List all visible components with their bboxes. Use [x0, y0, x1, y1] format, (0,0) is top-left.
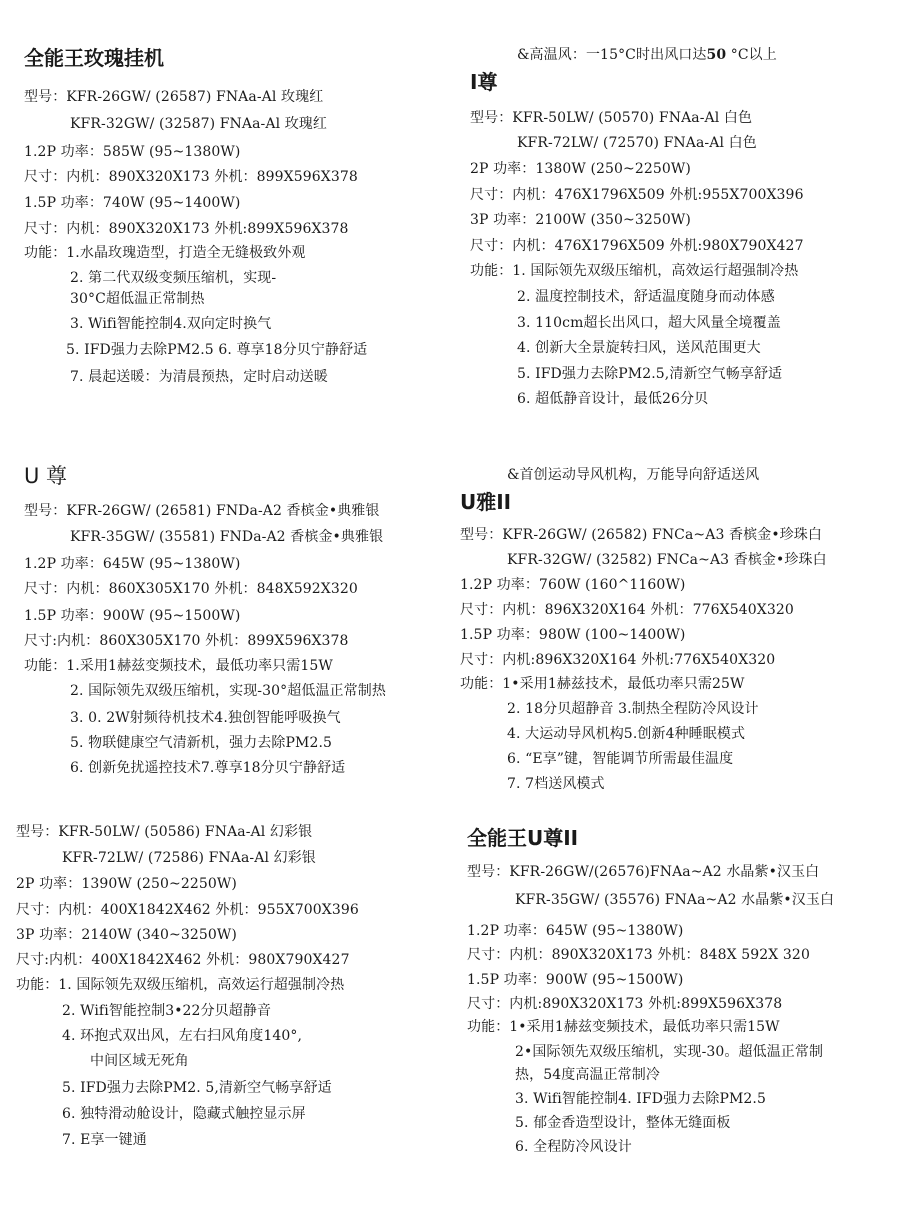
block1-line: 5. IFD强力去除PM2.5 6. 尊享18分贝宁静舒适 [66, 342, 368, 358]
block3-line: 6. 创新免扰遥控技术7.尊享18分贝宁静舒适 [70, 760, 346, 776]
block5-line: 2. Wifi智能控制3•22分贝超静音 [62, 1003, 272, 1019]
block2-line: 型号：KFR-50LW/ (50570) FNAa-Al 白色 [470, 110, 753, 126]
block3-line: KFR-35GW/ (35581) FNDa-A2 香槟金•典雅银 [70, 529, 384, 545]
block2-line: KFR-72LW/ (72570) FNAa-Al 白色 [517, 135, 757, 151]
block3-line: 型号：KFR-26GW/ (26581) FNDa-A2 香槟金•典雅银 [24, 503, 380, 519]
block2-pre-line: &高温风：一15°C时出风口达50 °C以上 [517, 47, 777, 63]
block5-line: 7. E享一键通 [62, 1132, 147, 1148]
block1-line: KFR-32GW/ (32587) FNAa-Al 玫瑰红 [70, 116, 327, 132]
block5-line: KFR-72LW/ (72586) FNAa-Al 幻彩银 [62, 850, 316, 866]
block3-line: 5. 物联健康空气清新机，强力去除PM2.5 [70, 735, 333, 751]
block4-line: 1.5P 功率：980W (100~1400W) [460, 627, 686, 643]
block4-line: 2. 18分贝超静音 3.制热全程防冷风设计 [507, 701, 759, 717]
block6-line: 5. 郁金香造型设计，整体无缝面板 [515, 1115, 731, 1131]
block1-line: 1.5P 功率：740W (95~1400W) [24, 195, 241, 211]
block6-line: 型号：KFR-26GW/(26576)FNAa~A2 水晶紫•汉玉白 [467, 864, 820, 880]
block4-line: KFR-32GW/ (32582) FNCa~A3 香槟金•珍珠白 [507, 552, 827, 568]
block6-line: 1.5P 功率：900W (95~1500W) [467, 972, 684, 988]
block4-line: 功能：1•采用1赫兹技术，最低功率只需25W [460, 676, 745, 692]
block3-line: 尺寸:内机：860X305X170 外机：899X596X378 [24, 633, 349, 649]
block4-title: U雅II [460, 490, 512, 514]
block3-line: 1.5P 功率：900W (95~1500W) [24, 608, 241, 624]
block5-line: 2P 功率：1390W (250~2250W) [16, 876, 237, 892]
block4-line: 尺寸：内机：896X320X164 外机：776X540X320 [460, 602, 794, 618]
block5-line: 功能：1. 国际领先双级压缩机，高效运行超强制冷热 [16, 977, 345, 993]
block4-line: 型号：KFR-26GW/ (26582) FNCa~A3 香槟金•珍珠白 [460, 527, 822, 543]
block1-line: 型号：KFR-26GW/ (26587) FNAa-Al 玫瑰红 [24, 89, 324, 105]
block1-line: 功能：1.水晶玫瑰造型，打造全无缝极致外观 [24, 245, 306, 261]
block6-line: 3. Wifi智能控制4. IFD强力去除PM2.5 [515, 1091, 766, 1107]
block2-line: 尺寸：内机：476X1796X509 外机:955X700X396 [470, 187, 804, 203]
block6-line: 2•国际领先双级压缩机，实现-30。超低温正常制 [515, 1044, 824, 1060]
block3-line: 1.2P 功率：645W (95~1380W) [24, 556, 241, 572]
block6-line: 6. 全程防冷风设计 [515, 1139, 632, 1155]
block4-line: 尺寸：内机:896X320X164 外机:776X540X320 [460, 652, 776, 668]
block2-line: 2P 功率：1380W (250~2250W) [470, 161, 691, 177]
block2-title: I尊 [470, 70, 498, 94]
block1-line: 30°C超低温正常制热 [70, 291, 205, 307]
block6-line: 1.2P 功率：645W (95~1380W) [467, 923, 684, 939]
block2-line: 2. 温度控制技术，舒适温度随身而动体感 [517, 289, 775, 305]
block5-line: 中间区域无死角 [90, 1053, 189, 1069]
block5-line: 尺寸：内机：400X1842X462 外机：955X700X396 [16, 902, 359, 918]
block1-line: 尺寸：内机：890X320X173 外机：899X596X378 [24, 169, 358, 185]
block2-line: 尺寸：内机：476X1796X509 外机:980X790X427 [470, 238, 804, 254]
block1-line: 尺寸：内机：890X320X173 外机:899X596X378 [24, 221, 349, 237]
block5-line: 4. 环抱式双出风，左右扫风角度140°, [62, 1028, 303, 1044]
block6-line: 尺寸：内机：890X320X173 外机：848X 592X 320 [467, 947, 810, 963]
block4-line: 1.2P 功率：760W (160^1160W) [460, 577, 686, 593]
block4-line: 6. “E享”键，智能调节所需最佳温度 [507, 751, 734, 767]
block1-title: 全能王玫瑰挂机 [24, 46, 164, 70]
block5-line: 型号：KFR-50LW/ (50586) FNAa-Al 幻彩银 [16, 824, 313, 840]
block4-line: 4. 大运动导风机构5.创新4种睡眠模式 [507, 726, 746, 742]
block5-line: 3P 功率：2140W (340~3250W) [16, 927, 237, 943]
block5-line: 5. IFD强力去除PM2. 5,清新空气畅享舒适 [62, 1080, 332, 1096]
block2-line: 功能：1. 国际领先双级压缩机，高效运行超强制冷热 [470, 263, 799, 279]
block4-line: 7. 7档送风模式 [507, 776, 605, 792]
block6-line: 功能：1•采用1赫兹变频技术，最低功率只需15W [467, 1019, 780, 1035]
block6-line: 热，54度高温正常制冷 [515, 1067, 660, 1083]
block1-line: 2. 第二代双级变频压缩机，实现- [70, 270, 277, 286]
block3-title: U 尊 [24, 464, 68, 488]
block1-line: 1.2P 功率：585W (95~1380W) [24, 144, 241, 160]
block1-line: 7. 晨起送暖：为清晨预热，定时启动送暖 [70, 369, 328, 385]
block3-line: 功能：1.采用1赫兹变频技术，最低功率只需15W [24, 658, 333, 674]
block2-line: 4. 创新大全景旋转扫风，送风范围更大 [517, 340, 761, 356]
block2-line: 3. 110cm超长出风口，超大风量全境覆盖 [517, 315, 781, 331]
block5-line: 尺寸:内机：400X1842X462 外机：980X790X427 [16, 952, 350, 968]
block6-title: 全能王U尊II [467, 826, 579, 850]
block3-line: 尺寸：内机：860X305X170 外机：848X592X320 [24, 581, 358, 597]
block6-line: KFR-35GW/ (35576) FNAa~A2 水晶紫•汉玉白 [515, 892, 835, 908]
block4-pre-line: &首创运动导风机构，万能导向舒适送风 [507, 467, 760, 483]
block2-line: 5. IFD强力去除PM2.5,清新空气畅享舒适 [517, 366, 783, 382]
block6-line: 尺寸：内机:890X320X173 外机:899X596X378 [467, 996, 783, 1012]
block2-line: 6. 超低静音设计，最低26分贝 [517, 391, 709, 407]
block5-line: 6. 独特滑动舱设计，隐藏式触控显示屏 [62, 1106, 306, 1122]
block3-line: 2. 国际领先双级压缩机，实现-30°超低温正常制热 [70, 683, 386, 699]
block2-line: 3P 功率：2100W (350~3250W) [470, 212, 691, 228]
block3-line: 3. 0. 2W射频待机技术4.独创智能呼吸换气 [70, 710, 341, 726]
block1-line: 3. Wifi智能控制4.双向定时换气 [70, 316, 272, 332]
